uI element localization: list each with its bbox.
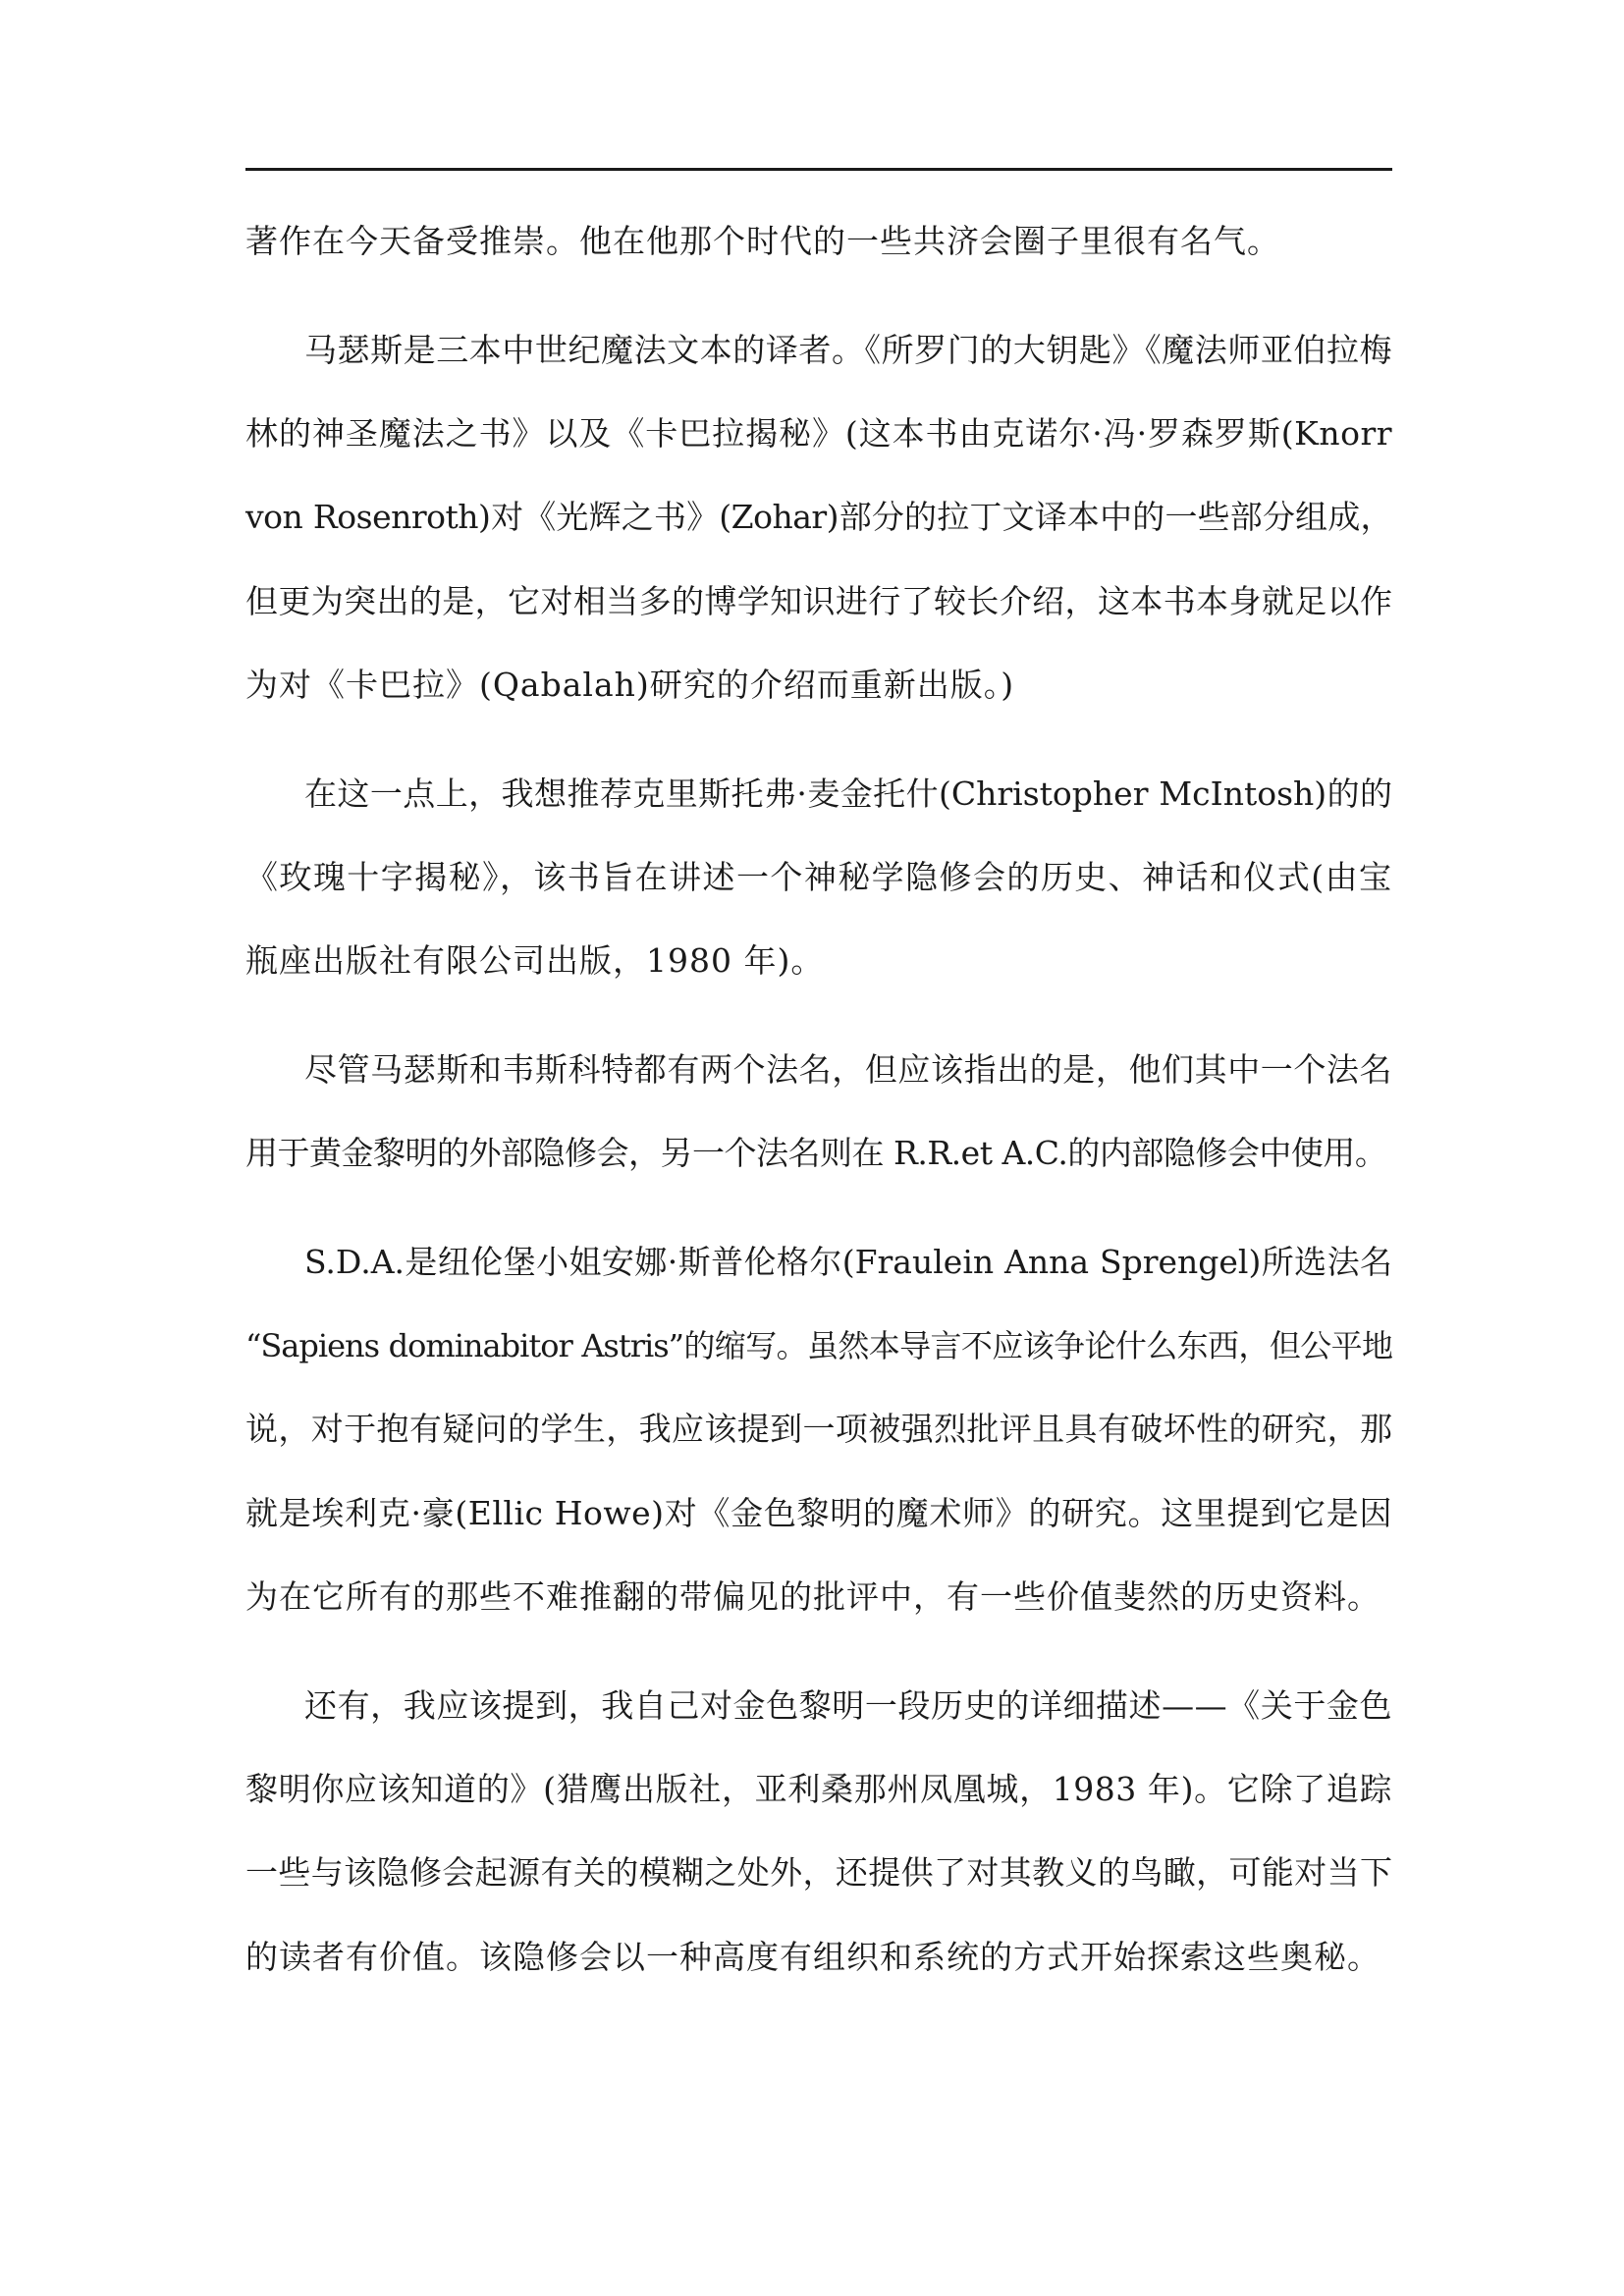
paragraph-3-line-3: 瓶座出版社有限公司出版，1980 年)。 xyxy=(245,941,825,980)
paragraph-1-line-1: 著作在今天备受推崇。他在他那个时代的一些共济会圈子里很有名气。 xyxy=(245,222,1280,260)
paragraph-5-line-5: 为在它所有的那些不难推翻的带偏见的批评中，有一些价值斐然的历史资料。 xyxy=(245,1577,1380,1616)
paragraph-2-line-5: 为对《卡巴拉》(Qabalah)研究的介绍而重新出版。) xyxy=(245,666,1015,704)
paragraph-6-line-2: 黎明你应该知道的》(猎鹰出版社，亚利桑那州凤凰城，1983 年)。它除了追踪 xyxy=(245,1770,1392,1808)
paragraph-5-line-3: 说，对于抱有疑问的学生，我应该提到一项被强烈批评且具有破坏性的研究，那 xyxy=(245,1410,1392,1448)
paragraph-3-line-1: 在这一点上，我想推荐克里斯托弗·麦金托什(Christopher McIntosh)的的 xyxy=(304,774,1392,813)
paragraph-2-line-2: 林的神圣魔法之书》以及《卡巴拉揭秘》(这本书由克诺尔·冯·罗森罗斯(Knorr xyxy=(245,414,1392,453)
paragraph-5-line-2: “Sapiens dominabitor Astris”的缩写。虽然本导言不应该争论什么东西，但公平地 xyxy=(245,1327,1392,1364)
paragraph-4-line-1: 尽管马瑟斯和韦斯科特都有两个法名，但应该指出的是，他们其中一个法名 xyxy=(304,1050,1392,1089)
paragraph-2-line-4: 但更为突出的是，它对相当多的博学知识进行了较长介绍，这本书本身就足以作 xyxy=(245,582,1392,620)
paragraph-6-line-1: 还有，我应该提到，我自己对金色黎明一段历史的详细描述——《关于金色 xyxy=(304,1686,1392,1725)
paragraph-6-line-4: 的读者有价值。该隐修会以一种高度有组织和系统的方式开始探索这些奥秘。 xyxy=(245,1938,1380,1976)
header-rule xyxy=(245,168,1392,171)
paragraph-2-line-1: 马瑟斯是三本中世纪魔法文本的译者。《所罗门的大钥匙》《魔法师亚伯拉梅 xyxy=(304,331,1392,369)
paragraph-2-line-3: von Rosenroth)对《光辉之书》(Zohar)部分的拉丁文译本中的一些部分组成， xyxy=(245,498,1392,536)
paragraph-6-line-3: 一些与该隐修会起源有关的模糊之处外，还提供了对其教义的鸟瞰，可能对当下 xyxy=(245,1853,1392,1892)
paragraph-4-line-2: 用于黄金黎明的外部隐修会，另一个法名则在 R.R.et A.C.的内部隐修会中使用。 xyxy=(245,1134,1387,1172)
paragraph-3-line-2: 《玫瑰十字揭秘》，该书旨在讲述一个神秘学隐修会的历史、神话和仪式(由宝 xyxy=(245,858,1392,896)
paragraph-5-line-1: S.D.A.是纽伦堡小姐安娜·斯普伦格尔(Fraulein Anna Sprengel)所选法名 xyxy=(304,1243,1392,1281)
paragraph-5-line-4: 就是埃利克·豪(Ellic Howe)对《金色黎明的魔术师》的研究。这里提到它是因 xyxy=(245,1494,1392,1532)
